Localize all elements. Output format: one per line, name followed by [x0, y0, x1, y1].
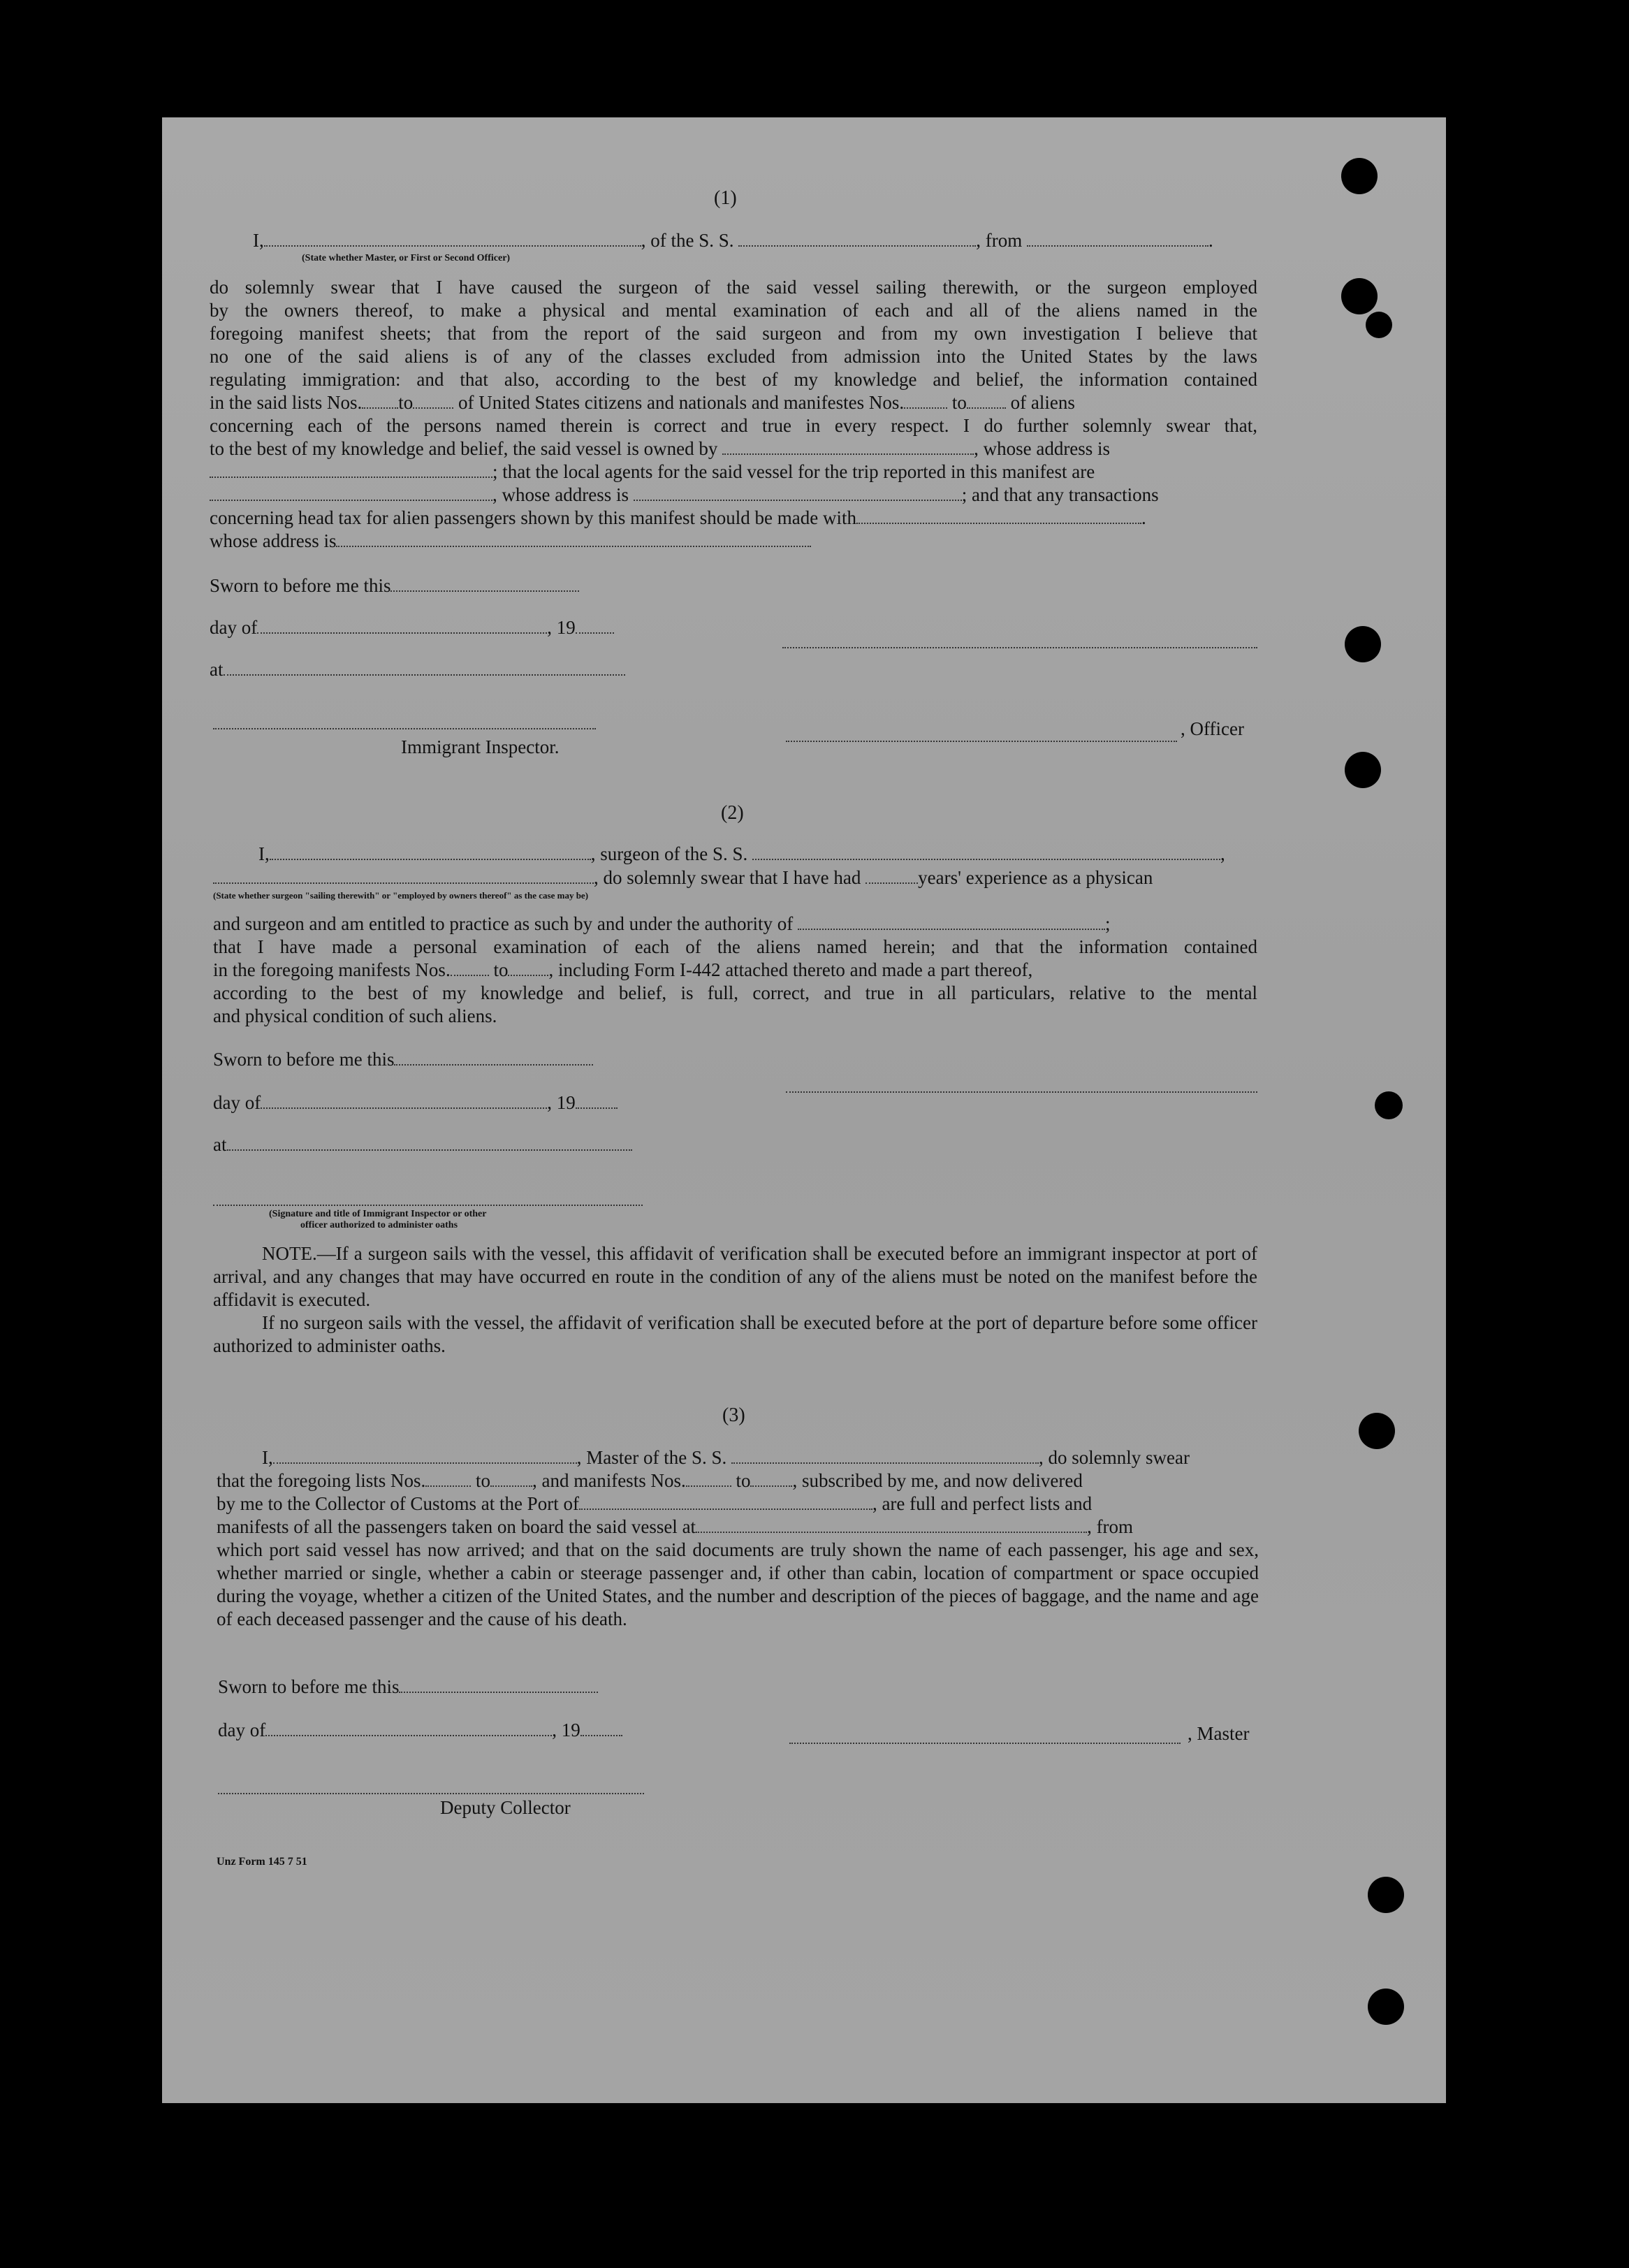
- s2-note-paragraph-2: If no surgeon sails with the vessel, the affidavit of verification shall be executed before at the port of departure before some officer authorized to administer oaths.: [213, 1312, 1257, 1356]
- blank-field: [224, 660, 625, 676]
- text: whose address is: [210, 530, 337, 551]
- punch-hole: [1368, 1877, 1404, 1913]
- blank-field: [576, 1093, 618, 1109]
- section-1-heading: (1): [714, 187, 737, 209]
- blank-field: [580, 1721, 622, 1736]
- text: in the said lists Nos.: [210, 392, 363, 413]
- text: , of the S. S.: [641, 230, 734, 251]
- s2-physical-line: and physical condition of such aliens.: [213, 1005, 497, 1026]
- blank-field: [738, 231, 976, 247]
- blank-field: [213, 868, 594, 884]
- section-2-heading: (2): [721, 802, 744, 824]
- text: at: [213, 1134, 227, 1155]
- blank-field: [967, 393, 1006, 409]
- blank-field: [752, 845, 1220, 860]
- text: , from: [976, 230, 1023, 251]
- text: of United States citizens and nationals and manifestes Nos.: [458, 392, 905, 413]
- form-number: Unz Form 145 7 51: [217, 1856, 307, 1868]
- blank-field: [508, 961, 548, 976]
- s3-collector: Deputy Collector: [440, 1797, 571, 1818]
- s2-authority-line: and surgeon and am entitled to practice as such by and under the authority of ;: [213, 913, 1111, 934]
- s1-sworn: [210, 574, 579, 597]
- s3-line-1: [262, 1446, 1190, 1469]
- blank-field: [227, 1135, 632, 1151]
- s2-exam-line: that I have made a personal examination of each of the aliens named herein; and that the information contained: [213, 936, 1257, 957]
- text: to: [493, 959, 509, 980]
- text: concerning head tax for alien passengers shown by this manifest should be made with: [210, 507, 857, 528]
- blank-field: [686, 1471, 731, 1487]
- blank-field: [273, 1448, 577, 1464]
- s1-body-line: do solemnly swear that I have caused the surgeon of the said vessel sailing therewith, or the surgeon employed: [210, 277, 1257, 298]
- text: to the best of my knowledge and belief, the said vessel is owned by: [210, 438, 718, 459]
- signature-line: [786, 1090, 1257, 1093]
- s3-master: , Master: [1188, 1723, 1250, 1744]
- text: , whose address is: [492, 484, 629, 505]
- blank-field: [1027, 231, 1208, 247]
- text: ; that the local agents for the said vessel for the trip reported in this manifest are: [492, 461, 1095, 482]
- text: , subscribed by me, and now delivered: [792, 1470, 1083, 1491]
- s3-day-of: [218, 1719, 622, 1742]
- s1-concerning-line: concerning each of the persons named therein is correct and true in every respect. I do further solemnly swear that,: [210, 415, 1257, 436]
- text: , and manifests Nos.: [532, 1470, 686, 1491]
- punch-hole: [1341, 278, 1378, 314]
- s1-lists-line: [210, 391, 1075, 414]
- blank-field: [856, 509, 1141, 524]
- text: day of: [213, 1092, 261, 1113]
- text: to: [736, 1470, 751, 1491]
- text: manifests of all the passengers taken on board the said vessel at: [217, 1516, 696, 1537]
- blank-field: [576, 618, 614, 634]
- s1-body-line: regulating immigration: and that also, according to the best of my knowledge and belief, the information contained: [210, 369, 1257, 390]
- s2-note: (State whether surgeon "sailing therewith" or "employed by owners thereof" as the case may be): [213, 890, 589, 901]
- text: , whose address is: [974, 438, 1111, 459]
- s3-sworn: [218, 1675, 598, 1699]
- blank-field: [261, 1093, 547, 1109]
- punch-hole: [1375, 1091, 1403, 1119]
- s1-day-of: [210, 616, 614, 639]
- blank-field: [210, 486, 492, 501]
- s1-owned-line: [210, 437, 1110, 460]
- text: by me to the Collector of Customs at the Port of: [217, 1493, 579, 1514]
- s1-body-line: no one of the said aliens is of any of the classes excluded from admission into the United States by the laws: [210, 346, 1257, 367]
- text: and surgeon and am entitled to practice as such by and under the authority of: [213, 913, 794, 934]
- s1-agents-line: [210, 460, 1095, 484]
- punch-hole: [1341, 158, 1378, 194]
- blank-field: [865, 868, 918, 884]
- s1-note: (State whether Master, or First or Second Officer): [302, 253, 511, 263]
- punch-hole: [1368, 1989, 1404, 2025]
- blank-field: [490, 1471, 532, 1487]
- s1-officer: , Officer: [1181, 718, 1244, 739]
- s2-manifests-line: [213, 959, 1032, 982]
- s2-sworn: [213, 1048, 593, 1071]
- text: , from: [1087, 1516, 1134, 1537]
- blank-field: [904, 393, 947, 409]
- s2-at: [213, 1133, 632, 1156]
- blank-field: [425, 1471, 471, 1487]
- signature-line: [213, 1203, 643, 1206]
- s3-body: which port said vessel has now arrived; and that on the said documents are truly shown the name of each passenger, his age and sex, whether married or single, whether a cabin or steerage passenger and, if other than cabin, location of compartment or space occupied during the voyage, whether a citizen of the United States, and the number and description of the pieces of baggage, and the name and age of each deceased passenger and the cause of his death.: [217, 1539, 1259, 1629]
- blank-field: [413, 393, 453, 409]
- s1-inspector: Immigrant Inspector.: [401, 736, 560, 757]
- text: in the foregoing manifests Nos.: [213, 959, 451, 980]
- text: I,: [262, 1447, 273, 1468]
- text: to: [475, 1470, 490, 1491]
- punch-hole: [1366, 312, 1392, 338]
- text: , Master of the S. S.: [576, 1447, 727, 1468]
- text: Sworn to before me this: [210, 575, 391, 596]
- s2-line-2: [213, 866, 1153, 889]
- s1-headtax-line: concerning head tax for alien passengers shown by this manifest should be made with .: [210, 507, 1146, 528]
- s1-at: [210, 658, 625, 681]
- text: I,: [253, 230, 264, 251]
- signature-line: [782, 646, 1257, 648]
- blank-field: [257, 618, 547, 634]
- text: ; and that any transactions: [961, 484, 1159, 505]
- signature-line: [213, 727, 596, 729]
- s2-sig-note-2: officer authorized to administer oaths: [300, 1220, 458, 1230]
- text: years' experience as a physican: [918, 867, 1153, 888]
- signature-line: [218, 1791, 644, 1794]
- blank-field: [394, 1050, 593, 1066]
- blank-field: [731, 1448, 1039, 1464]
- signature-line: [789, 1741, 1181, 1744]
- blank-field: [750, 1471, 792, 1487]
- text: , do solemnly swear that I have had: [594, 867, 861, 888]
- s2-best-line: according to the best of my knowledge and belief, is full, correct, and true in all particulars, relative to the mental: [213, 982, 1257, 1003]
- s3-line-3: [217, 1492, 1092, 1515]
- blank-field: [336, 532, 811, 547]
- blank-field: [634, 486, 962, 501]
- text: , including Form I-442 attached thereto and made a part thereof,: [548, 959, 1033, 980]
- text: to: [398, 392, 414, 413]
- text: at: [210, 659, 224, 680]
- text: , 19: [552, 1720, 580, 1740]
- text: day of: [218, 1720, 266, 1740]
- s2-sig-note-1: (Signature and title of Immigrant Inspector or other: [269, 1209, 487, 1219]
- text: , surgeon of the S. S.: [590, 843, 748, 864]
- text: to: [951, 392, 967, 413]
- blank-field: [390, 576, 579, 592]
- s1-line-1: I, , of the S. S. , from .: [253, 230, 1213, 251]
- section-3-heading: (3): [722, 1404, 745, 1426]
- blank-field: [270, 845, 591, 860]
- text: , do solemnly swear: [1038, 1447, 1190, 1468]
- text: Sworn to before me this: [218, 1676, 400, 1697]
- blank-field: [579, 1495, 872, 1510]
- blank-field: [722, 439, 974, 455]
- s1-body-line: by the owners thereof, to make a physical and mental examination of each and all of the aliens named in the: [210, 300, 1257, 321]
- s2-line-1: I, , surgeon of the S. S. ,: [258, 843, 1225, 864]
- blank-field: [264, 231, 641, 247]
- s2-note-paragraph: NOTE.—If a surgeon sails with the vessel, this affidavit of verification shall be executed before an immigrant inspector at port of arrival, and any changes that may have occurred en route in the condition of any of the aliens must be noted on the manifest before the affidavit is executed.: [213, 1243, 1257, 1310]
- text: of aliens: [1010, 392, 1075, 413]
- blank-field: [399, 1678, 598, 1693]
- blank-field: [798, 915, 1105, 930]
- blank-field: [210, 463, 492, 478]
- text: I,: [258, 843, 270, 864]
- text: Sworn to before me this: [213, 1049, 395, 1070]
- s3-line-2: [217, 1469, 1083, 1492]
- text: , are full and perfect lists and: [872, 1493, 1093, 1514]
- blank-field: [362, 393, 398, 409]
- text: , 19: [547, 1092, 576, 1113]
- punch-hole: [1345, 752, 1381, 788]
- blank-field: [451, 961, 489, 976]
- s1-whose-line: [210, 530, 811, 553]
- signature-line: [786, 739, 1177, 742]
- blank-field: [696, 1518, 1087, 1533]
- punch-hole: [1345, 626, 1381, 662]
- s2-day-of: [213, 1091, 618, 1114]
- blank-field: [265, 1721, 552, 1736]
- text: , 19: [547, 617, 576, 638]
- s3-line-4: [217, 1515, 1133, 1539]
- s1-address-line: [210, 484, 1159, 507]
- text: that the foregoing lists Nos.: [217, 1470, 426, 1491]
- punch-hole: [1359, 1413, 1395, 1449]
- s1-body-line: foregoing manifest sheets; that from the report of the said surgeon and from my own investigation I believe that: [210, 323, 1257, 344]
- text: day of: [210, 617, 258, 638]
